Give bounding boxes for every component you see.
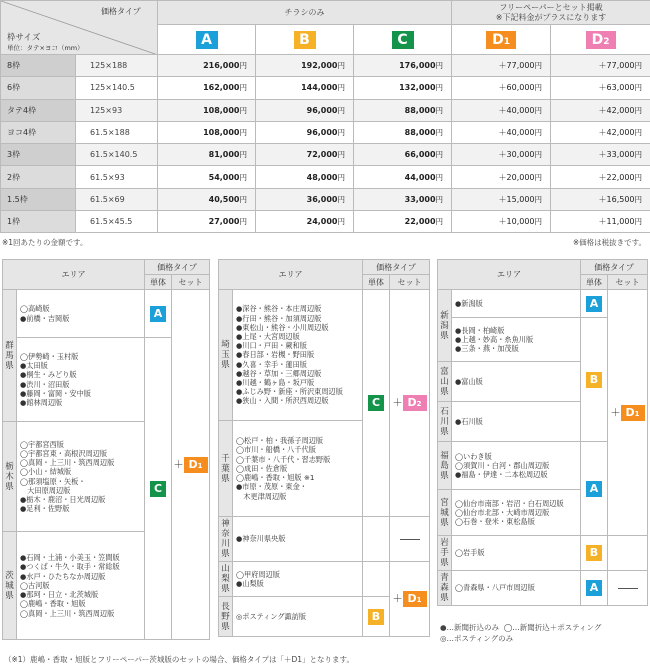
frame-size: 61.5×188 (76, 121, 158, 143)
set-cell: ＋ D2 (390, 290, 430, 517)
frame-size: 61.5×93 (76, 166, 158, 188)
badge-a: A (196, 31, 218, 49)
single-cell (363, 290, 390, 517)
price-c: 66,000円 (354, 144, 452, 166)
badge-d1: D1 (184, 457, 208, 473)
price-row (1, 211, 650, 233)
pref-toyama: 富山県 (438, 362, 452, 402)
badge-d2: D2 (403, 395, 427, 411)
badge-b: B (368, 609, 384, 625)
header-free-paper (452, 1, 650, 25)
badge-a: A (586, 296, 602, 312)
frame-size: 61.5×69 (76, 188, 158, 210)
area-list: ◯松戸・柏・我孫子周辺版 ◯市川・船橋・八千代版 ◯千葉市・八千代・習志野版 ◯成田・佐倉版 ◯鹿嶋・香取・旭版 ※1 ●市原・茂原・東金・ 木更津周辺版 (233, 421, 363, 517)
area-list: ◯岩手版 (452, 536, 581, 571)
badge-a: A (586, 481, 602, 497)
area-list: ●新潟版 (452, 290, 581, 318)
note-tax: ※価格は税抜きです。 (572, 238, 646, 247)
single-cell (581, 290, 608, 318)
pref-aomori: 青森県 (438, 571, 452, 606)
price-row (1, 144, 650, 166)
price-b: 72,000円 (256, 144, 354, 166)
pref-iwate: 岩手県 (438, 536, 452, 571)
pref-yamanashi: 山梨県 (219, 562, 233, 597)
pref-kanagawa: 神奈川県 (219, 517, 233, 562)
set-cell: ＋ D1 (608, 290, 648, 536)
price-d1: ＋30,000円 (452, 144, 551, 166)
frame-label: 6枠 (1, 77, 76, 99)
frame-label: 3枠 (1, 144, 76, 166)
price-c: 33,000円 (354, 188, 452, 210)
frame-size: 61.5×45.5 (76, 211, 158, 233)
pref-ishikawa: 石川県 (438, 402, 452, 442)
price-a: 162,000円 (158, 77, 256, 99)
header-free-paper-set: フリーペーパーとセット掲載 (499, 2, 603, 12)
price-row (1, 55, 650, 77)
badge-c: C (150, 481, 166, 497)
badge-d1: D1 (486, 31, 516, 49)
frame-label: 1枠 (1, 211, 76, 233)
pref-tochigi: 栃木県 (3, 422, 17, 532)
price-a: 40,500円 (158, 188, 256, 210)
legend-posting: ◎…ポスティングのみ (440, 634, 514, 643)
price-a: 108,000円 (158, 99, 256, 121)
area-table-1 (2, 259, 210, 640)
set-header: セット (608, 275, 648, 290)
no-set-dash (400, 539, 420, 540)
price-d2: ＋22,000円 (551, 166, 650, 188)
header-frame-size: 枠サイズ (7, 33, 41, 43)
price-type-header: 価格タイプ (145, 260, 210, 275)
header-free-paper-note: ※下記料金がプラスになります (495, 12, 607, 22)
price-b: 144,000円 (256, 77, 354, 99)
price-a: 216,000円 (158, 55, 256, 77)
price-c: 88,000円 (354, 99, 452, 121)
set-cell (390, 517, 430, 562)
single-cell (363, 562, 390, 597)
frame-size: 61.5×140.5 (76, 144, 158, 166)
badge-b: B (586, 545, 602, 561)
badge-c: C (368, 395, 384, 411)
price-table (0, 0, 650, 233)
price-a: 27,000円 (158, 211, 256, 233)
area-list: ◯青森県・八戸市周辺版 (452, 571, 581, 606)
price-row (1, 166, 650, 188)
price-row (1, 188, 650, 210)
set-header: セット (172, 275, 210, 290)
badge-b: B (294, 31, 316, 49)
type-d2-header (551, 25, 650, 55)
price-type-header: 価格タイプ (581, 260, 648, 275)
badge-c: C (392, 31, 414, 49)
area-list: ◯高崎版 ●前橋・吉岡版 (17, 290, 145, 338)
price-d1: ＋40,000円 (452, 121, 551, 143)
set-cell: ＋ D1 (172, 290, 210, 640)
area-list: ●石岡・土浦・小美玉・笠間版 ●つくば・牛久・取手・常総版 ●水戸・ひたちなか周辺版 ◯古河版 ●那珂・日立・北茨城版 ◯鹿嶋・香取・旭版 ◯真岡・上三川・筑西周辺版 (17, 532, 145, 640)
price-d1: ＋15,000円 (452, 188, 551, 210)
badge-d1: D1 (621, 405, 645, 421)
area-header: エリア (438, 260, 581, 290)
set-header: セット (390, 275, 430, 290)
legend-orikomi-posting: ◯…新聞折込＋ポスティング (503, 623, 602, 632)
single-header: 単体 (145, 275, 172, 290)
frame-label: 1.5枠 (1, 188, 76, 210)
price-d2: ＋16,500円 (551, 188, 650, 210)
area-list: ◎ポスティング諏訪版 (233, 597, 363, 637)
price-row (1, 99, 650, 121)
single-cell (581, 536, 608, 571)
badge-d1: D1 (403, 591, 427, 607)
pref-ibaraki: 茨城県 (3, 532, 17, 640)
price-a: 108,000円 (158, 121, 256, 143)
price-d1: ＋40,000円 (452, 99, 551, 121)
no-set-dash (618, 588, 638, 589)
pref-niigata: 新潟県 (438, 290, 452, 362)
area-list: ◯仙台市南部・岩沼・白石周辺版 ◯仙台市北部・大崎市周辺版 ◯石巻・登米・東松島版 (452, 490, 581, 536)
price-b: 48,000円 (256, 166, 354, 188)
single-header: 単体 (363, 275, 390, 290)
legend-orikomi: ●…新聞折込のみ (440, 623, 500, 632)
badge-b: B (586, 372, 602, 388)
header-corner (1, 1, 158, 55)
area-list: ◯甲府周辺版 ●山梨版 (233, 562, 363, 597)
pref-gunma: 群馬県 (3, 290, 17, 422)
header-price-type: 価格タイプ (101, 7, 141, 16)
legend (440, 622, 601, 644)
price-row (1, 77, 650, 99)
price-b: 192,000円 (256, 55, 354, 77)
type-b-header (256, 25, 354, 55)
price-a: 81,000円 (158, 144, 256, 166)
frame-size: 125×93 (76, 99, 158, 121)
pref-fukushima: 福島県 (438, 442, 452, 490)
note-per-time: ※1回あたりの金額です。 (2, 238, 88, 247)
price-d2: ＋11,000円 (551, 211, 650, 233)
price-b: 24,000円 (256, 211, 354, 233)
price-d2: ＋42,000円 (551, 99, 650, 121)
type-c-header (354, 25, 452, 55)
price-b: 96,000円 (256, 121, 354, 143)
pref-chiba: 千葉県 (219, 421, 233, 517)
price-d2: ＋42,000円 (551, 121, 650, 143)
price-d1: ＋60,000円 (452, 77, 551, 99)
price-c: 44,000円 (354, 166, 452, 188)
area-table-2 (218, 259, 430, 637)
price-d1: ＋20,000円 (452, 166, 551, 188)
badge-a: A (586, 580, 602, 596)
price-c: 22,000円 (354, 211, 452, 233)
price-c: 132,000円 (354, 77, 452, 99)
frame-size: 125×140.5 (76, 77, 158, 99)
area-list: ●深谷・熊谷・本庄周辺版 ●行田・熊谷・加須周辺版 ●東松山・熊谷・小川周辺版 ●上尾・大宮周辺版 ●川口・戸田・蕨和版 ●春日部・岩槻・野田版 ●久喜・幸手・蓮田版 ●越谷・草加・三郷周辺版 ●川越・鶴ヶ島・坂戸版 ●ふじみ野・新座・所沢東周辺版 ●狭山・入間・所沢西周辺版 (233, 290, 363, 421)
single-cell (145, 338, 172, 640)
frame-label: タテ4枠 (1, 99, 76, 121)
area-list: ◯伊勢崎・玉村版 ●太田版 ●桐生・みどり版 ●渋川・沼田版 ●藤岡・富岡・安中版 ●館林周辺版 (17, 338, 145, 422)
type-d1-header (452, 25, 551, 55)
price-d2: ＋33,000円 (551, 144, 650, 166)
price-b: 36,000円 (256, 188, 354, 210)
single-cell (581, 571, 608, 606)
type-a-header (158, 25, 256, 55)
frame-label: 8枠 (1, 55, 76, 77)
price-c: 88,000円 (354, 121, 452, 143)
area-list: ●石川版 (452, 402, 581, 442)
header-unit: 単位：タテ×ヨコ（mm） (7, 44, 84, 52)
pref-saitama: 埼玉県 (219, 290, 233, 421)
area-header: エリア (3, 260, 145, 290)
set-cell: ＋ D1 (390, 562, 430, 637)
area-list: ●長岡・柏崎版 ●上越・妙高・糸魚川版 ●三条・燕・加茂版 (452, 318, 581, 362)
set-cell (608, 571, 648, 606)
area-table-3 (437, 259, 648, 606)
header-chirashi-only: チラシのみ (158, 1, 452, 25)
frame-label: 2枠 (1, 166, 76, 188)
single-cell (581, 318, 608, 442)
price-c: 176,000円 (354, 55, 452, 77)
area-list: ●神奈川県央版 (233, 517, 363, 562)
single-cell (581, 442, 608, 536)
single-cell (363, 517, 390, 562)
single-cell (363, 597, 390, 637)
frame-label: ヨコ4枠 (1, 121, 76, 143)
badge-a: A (150, 306, 166, 322)
footnote: （※1）鹿嶋・香取・旭版とフリーペーパー茨城版のセットの場合、価格タイプは「＋D1」となります。 (4, 655, 354, 664)
price-d1: ＋10,000円 (452, 211, 551, 233)
area-list: ●富山版 (452, 362, 581, 402)
area-list: ◯宇都宮西版 ◯宇都宮東・高根沢周辺版 ◯真岡・上三川・筑西周辺版 ◯小山・結城版 ◯那須塩原・矢板・ 大田原周辺版 ●栃木・鹿沼・日光周辺版 ●足利・佐野版 (17, 422, 145, 532)
single-header: 単体 (581, 275, 608, 290)
price-d2: ＋63,000円 (551, 77, 650, 99)
area-list: ◯いわき版 ◯須賀川・白河・郡山周辺版 ●福島・伊達・二本松周辺版 (452, 442, 581, 490)
price-type-header: 価格タイプ (363, 260, 430, 275)
badge-d2: D2 (586, 31, 616, 49)
price-a: 54,000円 (158, 166, 256, 188)
frame-size: 125×188 (76, 55, 158, 77)
price-b: 96,000円 (256, 99, 354, 121)
pref-miyagi: 宮城県 (438, 490, 452, 536)
price-row (1, 121, 650, 143)
single-cell (145, 290, 172, 338)
price-d1: ＋77,000円 (452, 55, 551, 77)
pref-nagano: 長野県 (219, 597, 233, 637)
price-d2: ＋77,000円 (551, 55, 650, 77)
area-header: エリア (219, 260, 363, 290)
set-cell (608, 536, 648, 571)
